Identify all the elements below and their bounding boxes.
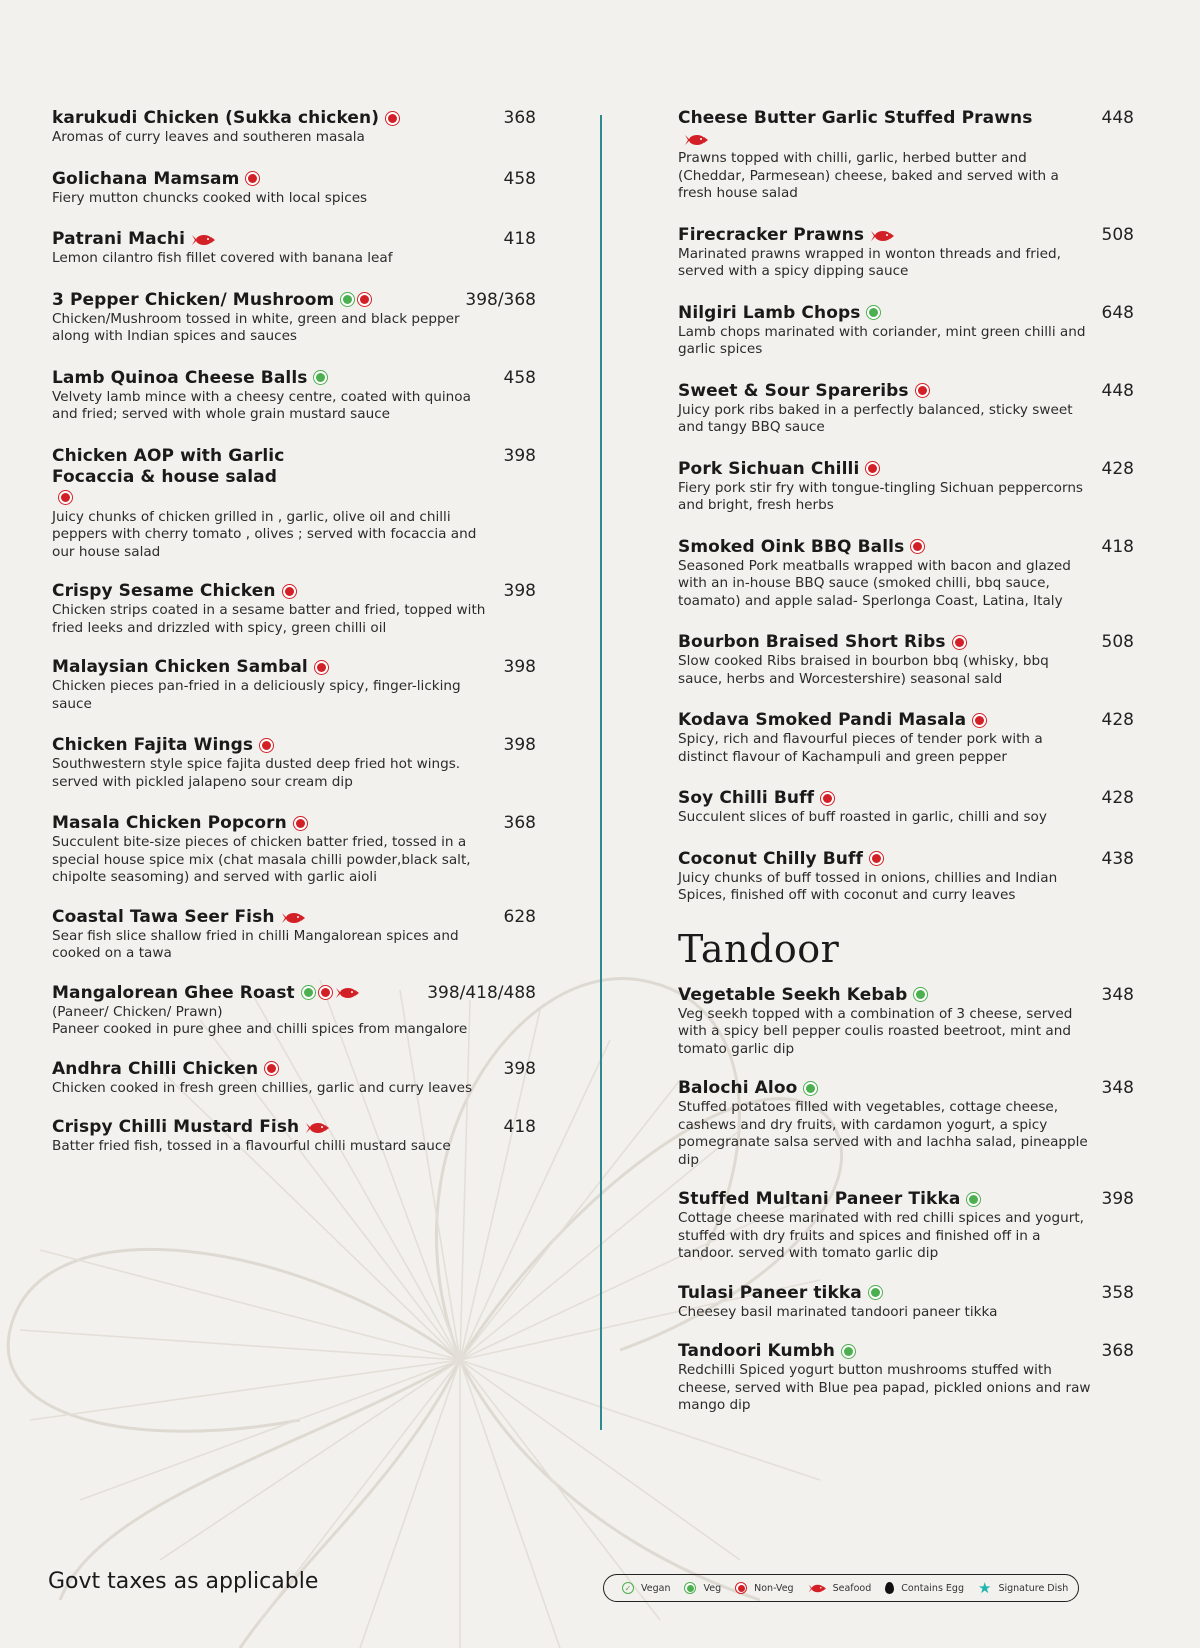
dietary-icons [869,851,884,866]
dish-name: Coastal Tawa Seer Fish [52,906,275,927]
seafood-fish-icon [191,232,215,246]
legend-item [735,1582,793,1594]
menu-item [678,459,1134,515]
menu-item-header [678,1283,1134,1304]
menu-item-header [52,1117,536,1138]
menu-item [678,632,1134,688]
menu-item-header [678,303,1134,324]
dish-price: 508 [1101,224,1134,245]
dish-description: Velvety lamb mince with a cheesy centre, coated with quinoa and fried; served with whole grain mustard sauce [52,388,471,422]
dish-name: Masala Chicken Popcorn [52,813,287,833]
dish-name: Crispy Sesame Chicken [52,581,276,601]
menu-item [678,381,1134,437]
dish-price: 398/368 [465,289,536,310]
dish-name: Mangalorean Ghee Roast [52,982,295,1003]
dish-price: 368 [503,108,536,128]
menu-item-header [52,368,536,389]
dish-description: Slow cooked Ribs braised in bourbon bbq (whisky, bbq sauce, herbs and Worcestershire) seasonal sald [678,653,1049,687]
dish-price: 428 [1101,710,1134,730]
non-veg-icon [385,111,400,126]
dish-description: Juicy chunks of chicken grilled in , garlic, olive oil and chilli peppers with cherry tomato , olives ; served with focaccia and our house salad [52,508,477,560]
dish-price: 348 [1101,984,1134,1005]
non-veg-icon [869,851,884,866]
menu-item-header [678,108,1134,150]
dietary-icons [865,461,880,476]
dish-price: 368 [503,813,536,833]
menu-item [52,581,536,637]
menu-item-header [52,229,536,250]
legend-item [885,1582,964,1594]
dietary-icons [282,584,297,599]
dish-price: 648 [1101,302,1134,323]
non-veg-icon [910,539,925,554]
menu-item [678,303,1134,359]
dish-name: Lamb Quinoa Cheese Balls [52,367,308,388]
menu-item [52,813,536,887]
dish-description: Seasoned Pork meatballs wrapped with bacon and glazed with an in-house BBQ sauce (smoked chilli, bbq sauce, toamato) and apple salad- Sperlonga Coast, Latina, Italy [678,557,1071,609]
menu-item-header [52,108,536,129]
menu-item [52,735,536,791]
dish-price: 448 [1101,380,1134,401]
menu-item-header [678,710,1134,731]
dish-description: Prawns topped with chilli, garlic, herbed butter and (Cheddar, Parmesean) cheese, baked and served with a fresh house salad [678,150,1059,201]
section-title-tandoor: Tandoor [678,926,840,971]
signature-star-icon: ★ [978,1579,992,1597]
menu-item [52,169,536,208]
dietary-icons [259,738,274,753]
menu-item [52,1059,536,1098]
legend-label: Contains Egg [901,1582,964,1594]
dish-description: Succulent slices of buff roasted in garlic, chilli and soy [678,809,1047,825]
dish-description: Aromas of curry leaves and southeren masala [52,129,365,145]
veg-icon [684,1582,696,1594]
menu-item-header [52,581,536,602]
menu-item-header [678,632,1134,653]
menu-item [52,229,536,268]
dietary-icons [913,987,928,1002]
dietary-icons [915,383,930,398]
dietary-icons [301,985,359,1000]
dish-description: Paneer cooked in pure ghee and chilli spices from mangalore [52,1021,468,1037]
dish-name: Pork Sichuan Chilli [678,458,860,479]
dish-price: 398 [503,445,536,466]
dish-name: Balochi Aloo [678,1078,798,1098]
menu-item [52,907,536,963]
dish-description: Succulent bite-size pieces of chicken batter fried, tossed in a special house spice mix (chat masala chilli powder,black salt, chipolte seasoming) and served with garlic aioli [52,834,471,885]
dish-description: Batter fried fish, tossed in a flavourful chilli mustard sauce [52,1138,451,1154]
right-menu-column [678,108,1134,1435]
dish-description: Cottage cheese marinated with red chilli spices and yogurt, stuffed with dry fruits and spices and finished off in a tandoor. served with tomato garlic dip [678,1210,1084,1261]
legend-item [978,1579,1069,1597]
non-veg-icon [58,490,73,505]
dish-price: 348 [1101,1078,1134,1098]
menu-item-header [678,1189,1134,1210]
non-veg-icon [245,171,260,186]
dietary-icons [910,539,925,554]
dish-description: Fiery pork stir fry with tongue-tingling Sichuan peppercorns and bright, fresh herbs [678,479,1084,513]
menu-item-header [678,225,1134,246]
dietary-icons [803,1081,818,1096]
dish-price: 358 [1101,1282,1134,1303]
menu-item-header [678,459,1134,480]
dish-name: Firecracker Prawns [678,224,865,245]
menu-item-header [678,381,1134,402]
legend-label: Seafood [832,1582,872,1594]
dish-name: Nilgiri Lamb Chops [678,302,861,323]
dish-name: Kodava Smoked Pandi Masala [678,710,967,730]
veg-icon [301,985,316,1000]
dish-description: Veg seekh topped with a combination of 3 cheese, served with a spicy bell pepper coulis roasted beetroot, mint and tomato garlic dip [678,1005,1073,1057]
dish-name: Soy Chilli Buff [678,788,815,808]
egg-icon [885,1582,894,1594]
dish-price: 508 [1101,632,1134,652]
dish-name: Coconut Chilly Buff [678,848,863,869]
veg-icon [340,292,355,307]
dish-description: Stuffed potatoes filled with vegetables, cottage cheese, cashews and dry fruits, with cardamon yogurt, a spicy pomegranate salsa served with and lachha salad, pineapple dip [678,1099,1088,1168]
dish-name: Tandoori Kumbh [678,1341,835,1361]
menu-item [52,108,536,147]
dish-name: karukudi Chicken (Sukka chicken) [52,108,380,128]
dish-price: 418 [503,229,536,249]
menu-item-header [678,1341,1134,1362]
menu-item-header [52,1059,536,1080]
veg-icon [868,1285,883,1300]
dish-description: Chicken strips coated in a sesame batter and fried, topped with fried leeks and drizzled with spicy, green chilli oil [52,602,486,636]
dish-name: Crispy Chilli Mustard Fish [52,1117,300,1137]
dish-name: Chicken AOP with Garlic Focaccia & house salad [52,445,285,487]
dish-description: Lemon cilantro fish fillet covered with banana leaf [52,250,393,266]
dish-description: Chicken cooked in fresh green chillies, garlic and curry leaves [52,1079,473,1096]
dish-price: 458 [503,168,536,189]
dish-name: 3 Pepper Chicken/ Mushroom [52,289,335,310]
dish-price: 428 [1101,458,1134,479]
menu-item [678,225,1134,281]
menu-item [52,446,536,562]
dish-price: 448 [1101,108,1134,128]
dish-description: Juicy chunks of buff tossed in onions, chillies and Indian Spices, finished off with coconut and curry leaves [678,869,1058,903]
dish-price: 368 [1101,1341,1134,1361]
dietary-icons [58,490,73,505]
dietary-icons [293,816,308,831]
dish-name: Cheese Butter Garlic Stuffed Prawns [678,108,1033,128]
dietary-icons [281,910,305,924]
non-veg-icon [972,713,987,728]
dish-name: Andhra Chilli Chicken [52,1058,259,1079]
veg-icon [803,1081,818,1096]
dish-description: Chicken pieces pan-fried in a deliciously spicy, finger-licking sauce [52,678,461,712]
dietary-icons [191,232,215,246]
tax-note: Govt taxes as applicable [48,1569,319,1594]
dietary-icons [868,1285,883,1300]
non-veg-icon [282,584,297,599]
dish-variants: (Paneer/ Chicken/ Prawn) [52,1003,223,1020]
dish-price: 398 [503,581,536,601]
dish-price: 458 [503,367,536,388]
dish-description: Southwestern style spice fajita dusted deep fried hot wings. served with pickled jalapeno sour cream dip [52,756,461,790]
menu-item [52,1117,536,1156]
menu-item-header [678,1078,1134,1099]
dish-name: Bourbon Braised Short Ribs [678,632,946,652]
non-veg-icon [293,816,308,831]
dish-price: 398 [503,657,536,677]
menu-item-header [52,169,536,190]
dietary-icons [841,1344,856,1359]
dietary-icons [866,305,881,320]
legend-item [808,1583,872,1594]
dish-description: Sear fish slice shallow fried in chilli Mangalorean spices and cooked on a tawa [52,927,459,961]
seafood-fish-icon [305,1120,329,1134]
dietary-icons [305,1120,329,1134]
menu-item [678,1078,1134,1169]
menu-item [678,710,1134,766]
seafood-fish-icon [684,132,708,146]
dietary-icons [966,1192,981,1207]
seafood-fish-icon [281,910,305,924]
dish-name: Stuffed Multani Paneer Tikka [678,1189,961,1209]
dietary-icons [952,635,967,650]
menu-item-header [678,849,1134,870]
menu-item-header [52,813,536,834]
veg-icon [841,1344,856,1359]
legend-label: Veg [703,1582,722,1594]
dish-price: 398 [1101,1189,1134,1209]
seafood-fish-icon [335,985,359,999]
menu-item-header [52,657,536,678]
dish-name: Smoked Oink BBQ Balls [678,536,905,557]
non-veg-icon [264,1061,279,1076]
dietary-icons [972,713,987,728]
dish-description: Cheesey basil marinated tandoori paneer tikka [678,1303,998,1320]
dietary-legend [603,1574,1079,1602]
dish-name: Golichana Mamsam [52,168,240,189]
menu-item-header [678,788,1134,809]
dish-name: Patrani Machi [52,229,186,249]
menu-item [678,849,1134,905]
dish-price: 628 [503,906,536,927]
menu-item-header [52,290,536,311]
seafood-icon [808,1583,826,1594]
dish-name: Malaysian Chicken Sambal [52,657,308,677]
dietary-icons [340,292,372,307]
menu-item-header [52,446,382,509]
dish-description: Juicy pork ribs baked in a perfectly balanced, sticky sweet and tangy BBQ sauce [678,401,1073,435]
seafood-fish-icon [870,228,894,242]
menu-item [678,537,1134,611]
dish-price: 418 [503,1117,536,1137]
dietary-icons [385,111,400,126]
menu-item [678,108,1134,203]
menu-item-header [52,735,536,756]
dietary-icons [245,171,260,186]
menu-item [52,290,536,346]
non-veg-icon [735,1582,747,1594]
menu-item [678,788,1134,827]
menu-item-header [52,907,536,928]
menu-item-header [678,537,1134,558]
dietary-icons [313,370,328,385]
non-veg-icon [314,660,329,675]
menu-item [678,1189,1134,1263]
vegan-icon: ✓ [622,1582,634,1594]
dish-description: Lamb chops marinated with coriander, mint green chilli and garlic spices [678,323,1086,357]
menu-item-header [678,985,1134,1006]
column-divider [600,115,602,1430]
dish-price: 418 [1101,536,1134,557]
menu-item [678,1341,1134,1415]
dietary-icons [684,132,708,146]
non-veg-icon [820,791,835,806]
veg-icon [966,1192,981,1207]
dish-name: Tulasi Paneer tikka [678,1282,862,1303]
non-veg-icon [915,383,930,398]
dish-price: 428 [1101,788,1134,808]
legend-label: Signature Dish [998,1582,1069,1594]
veg-icon [866,305,881,320]
dish-description: Fiery mutton chuncks cooked with local spices [52,189,368,206]
veg-icon [313,370,328,385]
menu-item [52,983,536,1039]
dish-price: 398 [503,1058,536,1079]
dietary-icons [820,791,835,806]
dish-price: 438 [1101,848,1134,869]
menu-item [52,368,536,424]
legend-label: Vegan [641,1582,671,1594]
veg-icon [913,987,928,1002]
dish-name: Vegetable Seekh Kebab [678,984,908,1005]
non-veg-icon [259,738,274,753]
left-menu-column [52,108,536,1156]
dish-name: Sweet & Sour Spareribs [678,380,909,401]
dish-description: Marinated prawns wrapped in wonton threads and fried, served with a spicy dipping sauce [678,245,1061,279]
dish-description: Spicy, rich and flavourful pieces of tender pork with a distinct flavour of Kachampuli and green pepper [678,731,1043,765]
menu-item [52,657,536,713]
dish-description: Redchilli Spiced yogurt button mushrooms stuffed with cheese, served with Blue pea papad, pickled onions and raw mango dip [678,1362,1091,1413]
dish-price: 398/418/488 [427,982,536,1003]
dish-description: Chicken/Mushroom tossed in white, green and black pepper along with Indian spices and sauces [52,310,460,344]
menu-item [678,1283,1134,1322]
dietary-icons [870,228,894,242]
dietary-icons [314,660,329,675]
dietary-icons [264,1061,279,1076]
legend-item [622,1582,670,1594]
dish-price: 398 [503,735,536,755]
non-veg-icon [357,292,372,307]
non-veg-icon [318,985,333,1000]
dish-name: Chicken Fajita Wings [52,735,254,755]
legend-item [684,1582,721,1594]
non-veg-icon [865,461,880,476]
legend-label: Non-Veg [754,1582,794,1594]
non-veg-icon [952,635,967,650]
menu-item [678,985,1134,1059]
